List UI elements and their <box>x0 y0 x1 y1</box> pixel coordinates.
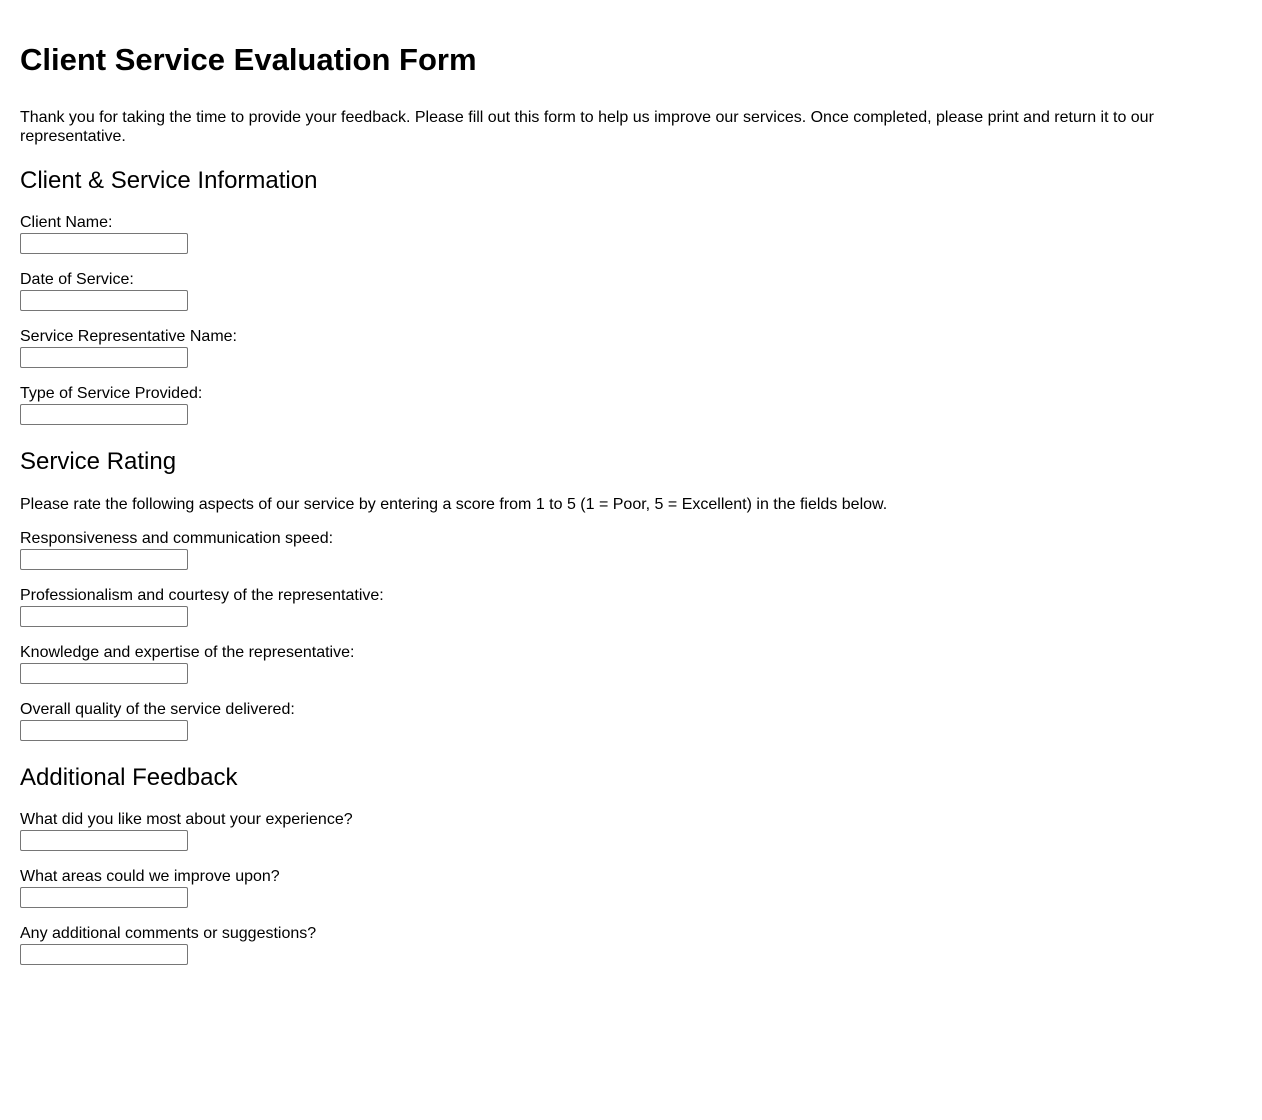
date-of-service-input[interactable] <box>20 290 188 311</box>
improvement-areas-input[interactable] <box>20 887 188 908</box>
intro-text: Thank you for taking the time to provide your feedback. Please fill out this form to help us improve our services. Once completed, please print and return it to our representative. <box>20 109 1154 145</box>
additional-comments-input[interactable] <box>20 944 188 965</box>
service-representative-label: Service Representative Name: <box>20 328 237 345</box>
liked-most-label: What did you like most about your experience? <box>20 811 353 828</box>
liked-most-field-group <box>20 811 1242 851</box>
knowledge-field-group <box>20 644 1242 684</box>
professionalism-field-group <box>20 587 1242 627</box>
date-of-service-field-group <box>20 271 1242 311</box>
responsiveness-label: Responsiveness and communication speed: <box>20 530 334 547</box>
responsiveness-field-group <box>20 530 1242 570</box>
client-info-section <box>20 166 1242 425</box>
service-rating-heading: Service Rating <box>20 448 177 475</box>
knowledge-label: Knowledge and expertise of the representative: <box>20 644 355 661</box>
client-name-input[interactable] <box>20 233 188 254</box>
service-type-label: Type of Service Provided: <box>20 385 203 402</box>
overall-quality-input[interactable] <box>20 720 188 741</box>
improvement-areas-label: What areas could we improve upon? <box>20 868 280 885</box>
client-name-label: Client Name: <box>20 214 113 231</box>
client-name-field-group <box>20 214 1242 254</box>
additional-feedback-heading: Additional Feedback <box>20 764 238 791</box>
date-of-service-label: Date of Service: <box>20 271 134 288</box>
rating-instructions: Please rate the following aspects of our service by entering a score from 1 to 5 (1 = Poor, 5 = Excellent) in the fields below. <box>20 496 888 513</box>
overall-quality-field-group <box>20 701 1242 741</box>
improvement-areas-field-group <box>20 868 1242 908</box>
overall-quality-label: Overall quality of the service delivered: <box>20 701 295 718</box>
service-representative-input[interactable] <box>20 347 188 368</box>
service-representative-field-group <box>20 328 1242 368</box>
service-type-input[interactable] <box>20 404 188 425</box>
responsiveness-input[interactable] <box>20 549 188 570</box>
knowledge-input[interactable] <box>20 663 188 684</box>
professionalism-input[interactable] <box>20 606 188 627</box>
additional-comments-label: Any additional comments or suggestions? <box>20 925 317 942</box>
liked-most-input[interactable] <box>20 830 188 851</box>
professionalism-label: Professionalism and courtesy of the representative: <box>20 587 384 604</box>
client-info-heading: Client & Service Information <box>20 167 318 194</box>
service-rating-section <box>20 447 1242 741</box>
page-title: Client Service Evaluation Form <box>20 42 477 77</box>
additional-comments-field-group <box>20 925 1242 965</box>
service-type-field-group <box>20 385 1242 425</box>
additional-feedback-section <box>20 763 1242 965</box>
